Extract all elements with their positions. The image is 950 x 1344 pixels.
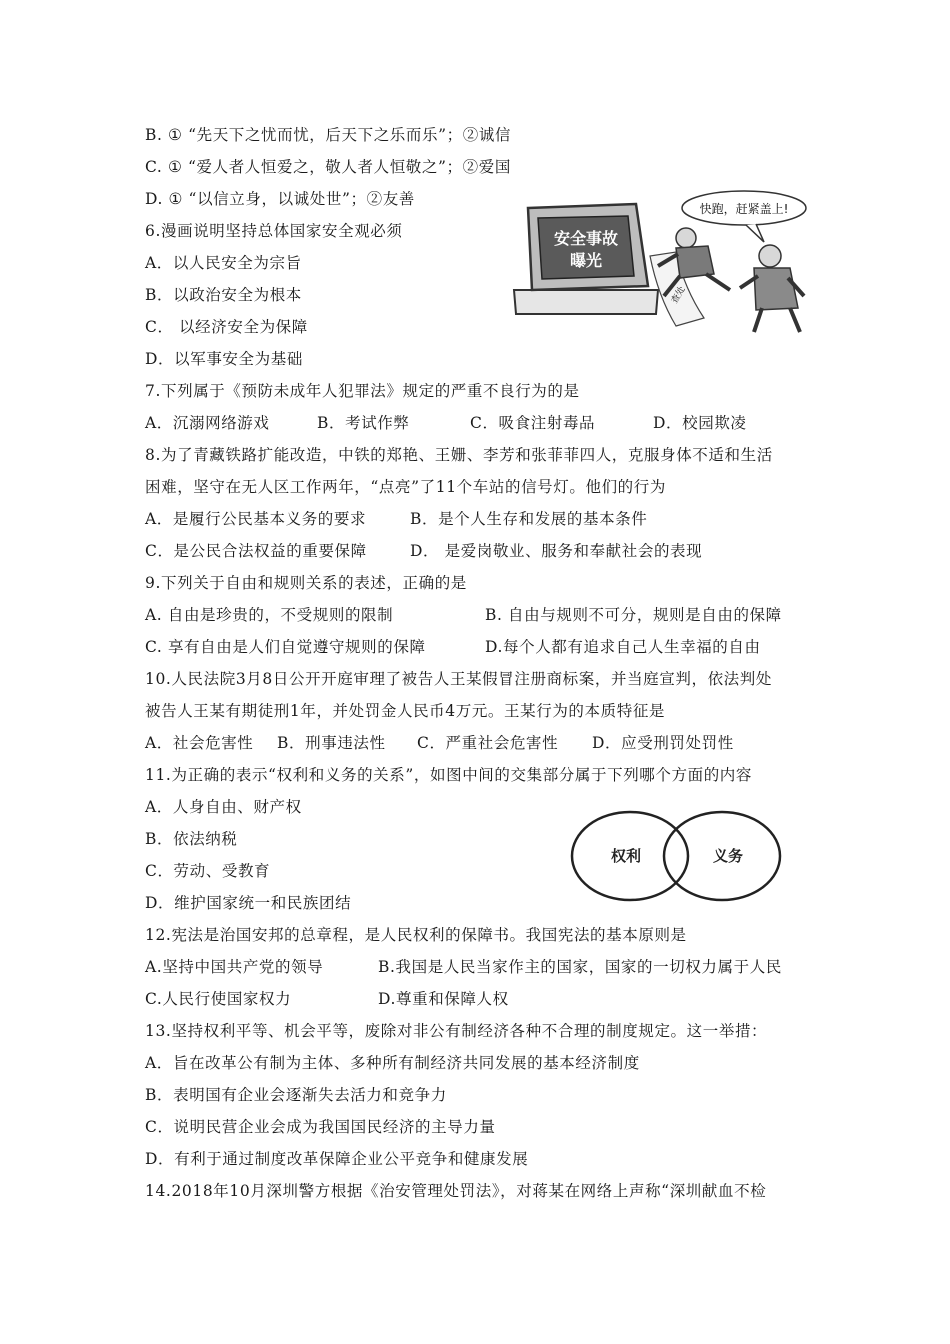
option-9d: D.每个人都有追求自己人生幸福的自由 bbox=[485, 638, 761, 656]
option-12c: C.人民行使国家权力 bbox=[145, 990, 292, 1008]
option-6a: A．以人民安全为宗旨 bbox=[145, 254, 302, 272]
question-14: 14.2018年10月深圳警方根据《治安管理处罚法》，对蒋某在网络上声称“深圳献血不检 bbox=[145, 1182, 767, 1200]
speech-bubble-tail bbox=[746, 224, 764, 242]
question-6: 6.漫画说明坚持总体国家安全观必须 bbox=[145, 222, 403, 240]
option-13a: A．旨在改革公有制为主体、多种所有制经济共同发展的基本经济制度 bbox=[145, 1054, 640, 1072]
option-7c: C．吸食注射毒品 bbox=[470, 414, 596, 432]
option-12b: B.我国是人民当家作主的国家，国家的一切权力属于人民 bbox=[378, 958, 782, 976]
cartoon-paper-text: 查处 bbox=[669, 284, 688, 306]
speech-text: 快跑，赶紧盖上! bbox=[699, 202, 789, 216]
option-7a: A．沉溺网络游戏 bbox=[145, 414, 270, 432]
option-6c: C． 以经济安全为保障 bbox=[145, 318, 308, 336]
man2-legs bbox=[754, 308, 800, 332]
options-8-row1 bbox=[145, 509, 825, 529]
cartoon-screen-text-2: 曝光 bbox=[569, 251, 603, 270]
question-9: 9.下列关于自由和规则关系的表述，正确的是 bbox=[145, 574, 467, 592]
option-11a: A．人身自由、财产权 bbox=[145, 798, 302, 816]
question-7: 7.下列属于《预防未成年人犯罪法》规定的严重不良行为的是 bbox=[145, 382, 580, 400]
option-11c: C．劳动、受教育 bbox=[145, 862, 271, 880]
question-13: 13.坚持权利平等、机会平等，废除对非公有制经济各种不合理的制度规定。这一举措： bbox=[145, 1022, 768, 1040]
option-12d: D.尊重和保障人权 bbox=[378, 990, 509, 1008]
rights-label: 权利 bbox=[610, 847, 642, 865]
venn-diagram bbox=[568, 808, 784, 904]
option-10c: C．严重社会危害性 bbox=[417, 734, 559, 752]
options-10 bbox=[145, 733, 825, 753]
options-8-row2 bbox=[145, 541, 825, 561]
man2-body bbox=[754, 268, 798, 310]
option-7b: B．考试作弊 bbox=[317, 414, 410, 432]
option-10d: D．应受刑罚处罚性 bbox=[592, 734, 734, 752]
option-13d: D．有利于通过制度改革保障企业公平竞争和健康发展 bbox=[145, 1150, 529, 1168]
option-12a: A.坚持中国共产党的领导 bbox=[145, 958, 324, 976]
options-12-row2 bbox=[145, 989, 825, 1009]
duties-label: 义务 bbox=[712, 847, 744, 865]
options-7 bbox=[145, 413, 825, 433]
cartoon-stand bbox=[514, 290, 658, 314]
option-8a: A．是履行公民基本义务的要求 bbox=[145, 510, 367, 528]
safety-cartoon-illustration bbox=[508, 186, 814, 336]
question-8-line2: 困难，坚守在无人区工作两年，“点亮”了11个车站的信号灯。他们的行为 bbox=[145, 478, 666, 496]
man1-head bbox=[676, 228, 696, 248]
options-9-row2 bbox=[145, 637, 825, 657]
option-5c: C. ① “爱人者人恒爱之，敬人者人恒敬之”；②爱国 bbox=[145, 158, 511, 176]
question-10-line1: 10.人民法院3月8日公开开庭审理了被告人王某假冒注册商标案，并当庭宣判，依法判处 bbox=[145, 670, 772, 688]
option-11d: D．维护国家统一和民族团结 bbox=[145, 894, 352, 912]
option-8b: B．是个人生存和发展的基本条件 bbox=[410, 510, 648, 528]
man2-head bbox=[759, 245, 781, 267]
question-12: 12.宪法是治国安邦的总章程，是人民权利的保障书。我国宪法的基本原则是 bbox=[145, 926, 687, 944]
option-5b: B. ① “先天下之忧而忧，后天下之乐而乐”；②诚信 bbox=[145, 126, 512, 144]
question-8-line1: 8.为了青藏铁路扩能改造，中铁的郑艳、王姗、李芳和张菲菲四人，克服身体不适和生活 bbox=[145, 446, 773, 464]
option-11b: B．依法纳税 bbox=[145, 830, 238, 848]
question-11: 11.为正确的表示“权利和义务的关系”，如图中间的交集部分属于下列哪个方面的内容 bbox=[145, 766, 753, 784]
question-10-line2: 被告人王某有期徒刑1年，并处罚金人民币4万元。王某行为的本质特征是 bbox=[145, 702, 666, 720]
option-9c: C. 享有自由是人们自觉遵守规则的保障 bbox=[145, 638, 426, 656]
options-12-row1 bbox=[145, 957, 825, 977]
option-5d: D. ① “以信立身，以诚处世”；②友善 bbox=[145, 190, 415, 208]
option-7d: D．校园欺凌 bbox=[653, 414, 747, 432]
option-9a: A. 自由是珍贵的，不受规则的限制 bbox=[145, 606, 394, 624]
cartoon-screen-text-1: 安全事故 bbox=[553, 229, 619, 248]
option-6d: D．以军事安全为基础 bbox=[145, 350, 303, 368]
options-9-row1 bbox=[145, 605, 825, 625]
option-13c: C．说明民营企业会成为我国国民经济的主导力量 bbox=[145, 1118, 496, 1136]
option-10b: B．刑事违法性 bbox=[277, 734, 386, 752]
option-8c: C．是公民合法权益的重要保障 bbox=[145, 542, 367, 560]
option-8d: D． 是爱岗敬业、服务和奉献社会的表现 bbox=[410, 542, 703, 560]
option-13b: B．表明国有企业会逐渐失去活力和竞争力 bbox=[145, 1086, 447, 1104]
option-9b: B. 自由与规则不可分，规则是自由的保障 bbox=[485, 606, 782, 624]
option-6b: B．以政治安全为根本 bbox=[145, 286, 302, 304]
option-10a: A．社会危害性 bbox=[145, 734, 254, 752]
